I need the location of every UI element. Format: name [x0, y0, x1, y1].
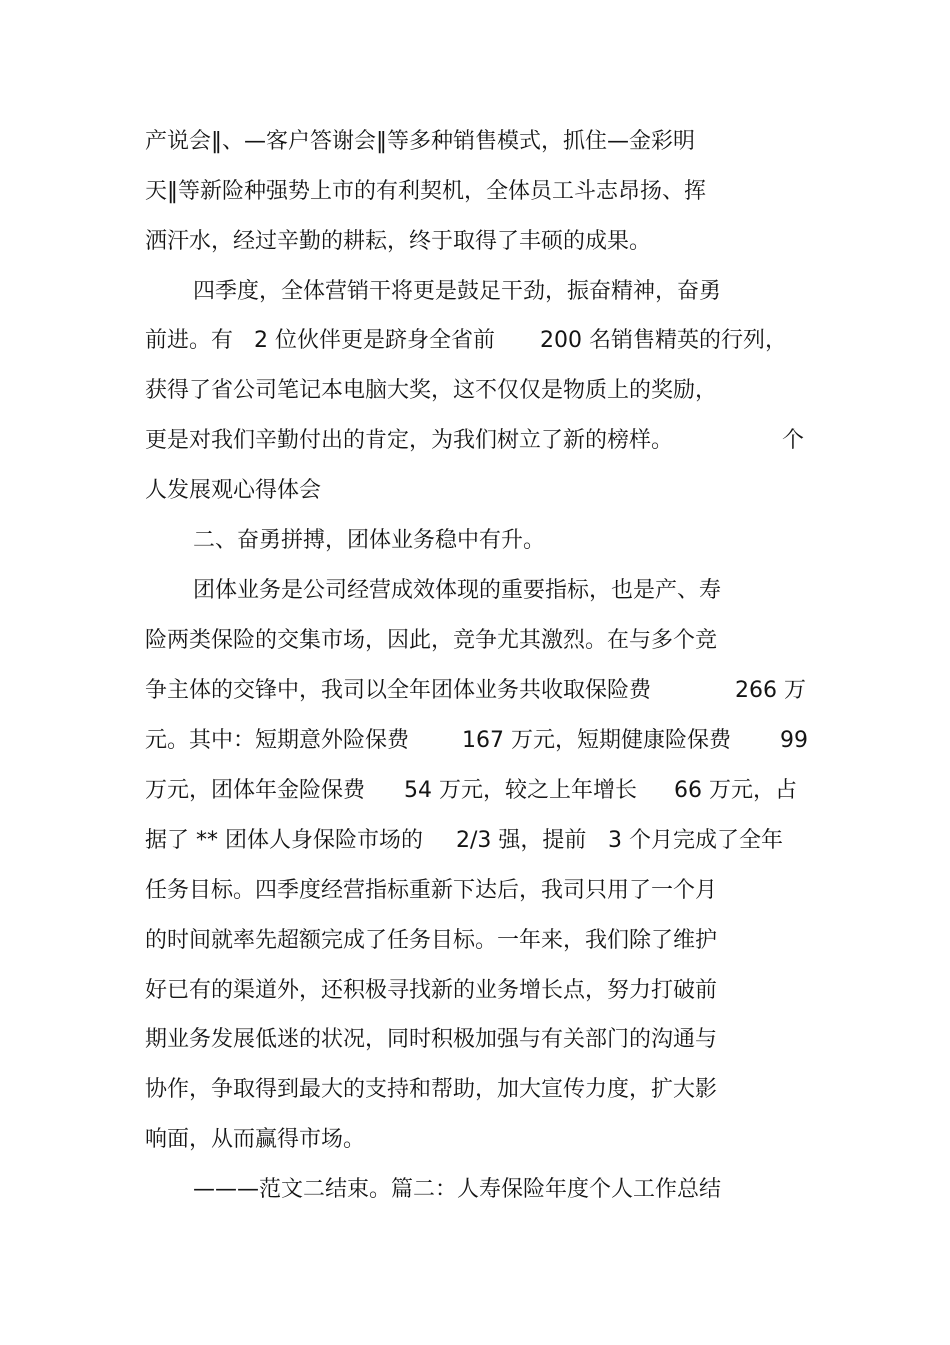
text-line — [0, 625, 718, 657]
text-line — [0, 825, 783, 857]
text-segment: 产说会‖、—客户答谢会‖等多种销售模式，抓住—金彩明 — [145, 129, 696, 154]
text-line — [0, 875, 718, 907]
text-line — [0, 725, 808, 757]
text-line — [0, 1074, 718, 1106]
text-segment: 获得了省公司笔记本电脑大奖，这不仅仅是物质上的奖励， — [145, 378, 718, 403]
text-line — [0, 475, 322, 507]
text-segment: 前进。有 — [145, 328, 234, 353]
text-segment: 更是对我们辛勤付出的肯定，为我们树立了新的榜样。 — [145, 428, 674, 453]
text-segment: 66 万元，占 — [674, 778, 797, 803]
text-segment: 据了 ** 团体人身保险市场的 — [145, 828, 423, 853]
text-segment: 54 万元，较之上年增长 — [404, 778, 637, 803]
text-line — [0, 1174, 722, 1206]
text-segment: 协作，争取得到最大的支持和帮助，加大宣传力度，扩大影 — [145, 1077, 718, 1102]
text-segment: 二、奋勇拼搏，团体业务稳中有升。 — [193, 528, 546, 553]
text-line — [0, 975, 718, 1007]
text-segment: 险两类保险的交集市场，因此，竞争尤其激烈。在与多个竞 — [145, 628, 718, 653]
text-segment: 四季度，全体营销干将更是鼓足干劲，振奋精神，奋勇 — [193, 279, 722, 304]
text-line — [0, 276, 722, 308]
text-segment: 167 万元，短期健康险保费 — [462, 728, 731, 753]
text-segment: 好已有的渠道外，还积极寻找新的业务增长点，努力打破前 — [145, 978, 718, 1003]
text-segment: 人发展观心得体会 — [145, 478, 322, 503]
text-segment: 的时间就率先超额完成了任务目标。一年来，我们除了维护 — [145, 928, 718, 953]
text-line — [0, 325, 787, 357]
text-segment: 元。其中：短期意外险保费 — [145, 728, 410, 753]
text-segment: 2/3 强，提前 — [456, 828, 587, 853]
text-segment: 期业务发展低迷的状况，同时积极加强与有关部门的沟通与 — [145, 1027, 718, 1052]
text-segment: 99 — [780, 728, 808, 753]
text-segment: 3 个月完成了全年 — [608, 828, 783, 853]
text-segment: 2 位伙伴更是跻身全省前 — [254, 328, 495, 353]
text-segment: 个 — [782, 428, 805, 453]
text-segment: 任务目标。四季度经营指标重新下达后，我司只用了一个月 — [145, 878, 718, 903]
text-segment: 266 万 — [735, 678, 806, 703]
text-line — [0, 375, 718, 407]
text-line — [0, 575, 722, 607]
text-segment: 争主体的交锋中，我司以全年团体业务共收取保险费 — [145, 678, 652, 703]
text-line — [0, 176, 707, 208]
text-segment: 天‖等新险种强势上市的有利契机，全体员工斗志昂扬、挥 — [145, 179, 707, 204]
text-segment: 万元，团体年金险保费 — [145, 778, 366, 803]
text-line — [0, 1124, 366, 1156]
text-segment: 洒汗水，经过辛勤的耕耘，终于取得了丰硕的成果。 — [145, 229, 652, 254]
text-segment: 200 名销售精英的行列， — [540, 328, 787, 353]
text-line — [0, 675, 806, 707]
text-line — [0, 226, 652, 258]
text-segment: ———范文二结束。篇二：人寿保险年度个人工作总结 — [193, 1177, 722, 1202]
text-line — [0, 425, 805, 457]
text-line — [0, 775, 797, 807]
text-line — [0, 1024, 718, 1056]
text-segment: 响面，从而赢得市场。 — [145, 1127, 366, 1152]
text-line — [0, 925, 718, 957]
text-line — [0, 126, 696, 158]
text-line — [0, 525, 546, 557]
text-segment: 团体业务是公司经营成效体现的重要指标，也是产、寿 — [193, 578, 722, 603]
